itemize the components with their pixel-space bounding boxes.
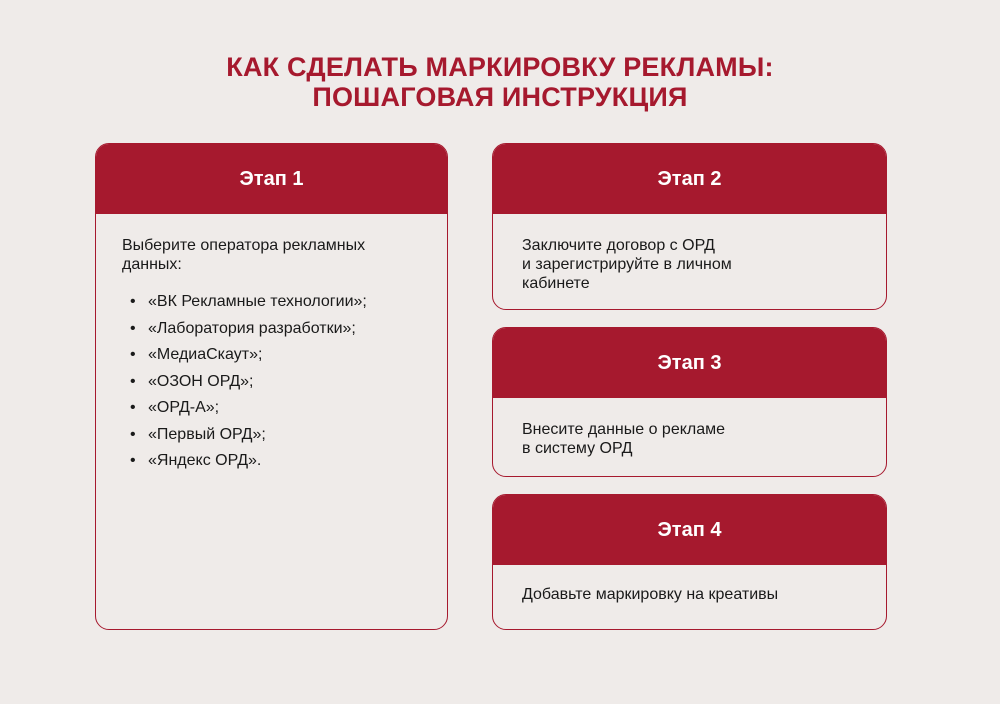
list-item bbox=[130, 345, 431, 372]
list-item-label: «Первый ОРД»; bbox=[148, 425, 266, 443]
step-card-1 bbox=[95, 143, 448, 630]
step-1-header: Этап 1 bbox=[96, 144, 447, 214]
bullet-icon: • bbox=[130, 452, 136, 469]
bullet-icon: • bbox=[130, 399, 136, 416]
step-2-text-line: кабинете bbox=[522, 275, 590, 292]
list-item bbox=[130, 398, 431, 425]
ord-operator-list bbox=[122, 292, 431, 478]
list-item-label: «Лаборатория разработки»; bbox=[148, 319, 356, 337]
bullet-icon: • bbox=[130, 372, 136, 390]
bullet-icon: • bbox=[130, 293, 136, 310]
list-item bbox=[130, 292, 431, 319]
step-1-body bbox=[96, 214, 447, 478]
list-item bbox=[130, 425, 431, 452]
step-2-header: Этап 2 bbox=[493, 144, 886, 214]
step-1-text-line: данных: bbox=[122, 256, 182, 273]
list-item-label: «МедиаСкаут»; bbox=[148, 346, 263, 363]
step-2-text-line: и зарегистрируйте в личном bbox=[522, 256, 732, 273]
page-title bbox=[0, 52, 1000, 112]
step-2-text bbox=[493, 214, 886, 293]
bullet-icon: • bbox=[130, 319, 136, 337]
step-1-text-line: Выберите оператора рекламных bbox=[122, 237, 366, 254]
step-2-text-line: Заключите договор с ОРД bbox=[522, 237, 715, 254]
step-card-2 bbox=[492, 143, 887, 310]
step-1-text bbox=[122, 236, 431, 274]
step-3-text bbox=[493, 398, 886, 458]
list-item-label: «ВК Рекламные технологии»; bbox=[148, 293, 367, 310]
list-item bbox=[130, 451, 431, 478]
step-4-header: Этап 4 bbox=[493, 495, 886, 565]
list-item-label: «ОЗОН ОРД»; bbox=[148, 372, 254, 390]
step-card-4 bbox=[492, 494, 887, 630]
list-item-label: «ОРД-А»; bbox=[148, 399, 220, 416]
step-3-header: Этап 3 bbox=[493, 328, 886, 398]
page-title-line-2: ПОШАГОВАЯ ИНСТРУКЦИЯ bbox=[312, 82, 688, 112]
step-card-3 bbox=[492, 327, 887, 477]
list-item bbox=[130, 372, 431, 399]
bullet-icon: • bbox=[130, 425, 136, 443]
list-item-label: «Яндекс ОРД». bbox=[148, 452, 262, 469]
step-3-text-line: в систему ОРД bbox=[522, 440, 633, 457]
page-title-line-1: КАК СДЕЛАТЬ МАРКИРОВКУ РЕКЛАМЫ: bbox=[226, 52, 774, 82]
list-item bbox=[130, 319, 431, 346]
step-3-text-line: Внесите данные о рекламе bbox=[522, 421, 726, 438]
bullet-icon: • bbox=[130, 346, 136, 363]
step-4-text bbox=[493, 565, 886, 604]
step-4-text-line: Добавьте маркировку на креативы bbox=[522, 586, 779, 603]
